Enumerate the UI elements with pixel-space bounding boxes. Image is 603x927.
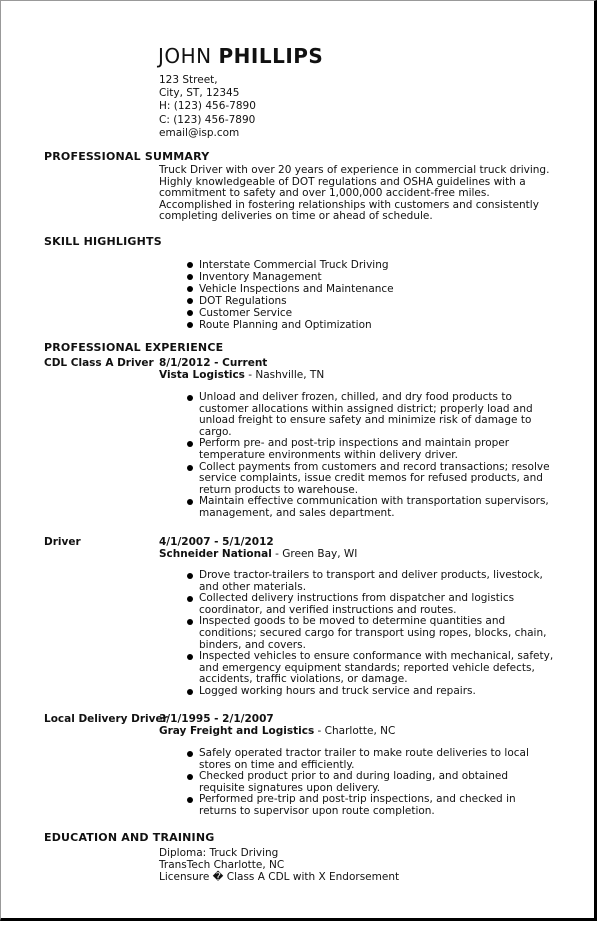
- address-line2: City, ST, 12345: [159, 87, 240, 100]
- summary-heading: PROFESSIONAL SUMMARY: [44, 150, 210, 163]
- contact-block: [159, 74, 256, 140]
- skills-list: [186, 259, 394, 331]
- candidate-name: [158, 44, 323, 68]
- duty-item: Safely operated tractor trailer to make route deliveries to local stores on time and efficiently.: [186, 748, 556, 771]
- duty-item: Maintain effective communication with transportation supervisors, management, and sales department.: [186, 496, 556, 519]
- duty-item: Inspected goods to be moved to determine quantities and conditions; secured cargo for transport using ropes, blocks, chain, binders, and covers.: [186, 616, 556, 651]
- summary-line: commitment to safety and over 1,000,000 accident-free miles.: [159, 187, 490, 200]
- cell-phone: C: (123) 456-7890: [159, 113, 256, 126]
- skill-item: Route Planning and Optimization: [186, 319, 394, 331]
- education-line: Licensure � Class A CDL with X Endorsement: [159, 871, 400, 883]
- summary-line: Accomplished in fostering relationships with customers and consistently: [159, 198, 539, 211]
- education-line: TransTech Charlotte, NC: [159, 859, 285, 871]
- job-title: Driver: [44, 536, 81, 548]
- skill-item: Inventory Management: [186, 271, 394, 283]
- education-line: Diploma: Truck Driving: [159, 847, 279, 859]
- employer-location: - Charlotte, NC: [314, 725, 396, 737]
- summary-line: Highly knowledgeable of DOT regulations and OSHA guidelines with a: [159, 175, 526, 188]
- job-dates: 8/1/2012 - Current: [159, 357, 268, 369]
- job-dates: 4/1/2007 - 5/1/2012: [159, 536, 274, 548]
- duty-item: Inspected vehicles to ensure conformance with mechanical, safety, and emergency equipment standards; reported vehicle defects, accidents, traffic violations, or damage.: [186, 651, 556, 686]
- summary-line: Truck Driver with over 20 years of experience in commercial truck driving.: [159, 164, 550, 176]
- summary-text: [159, 165, 559, 223]
- duty-item: Checked product prior to and during loading, and obtained requisite signatures upon delivery.: [186, 771, 556, 794]
- home-phone: H: (123) 456-7890: [159, 100, 256, 113]
- employer-location: - Nashville, TN: [244, 369, 325, 381]
- job-employer: [159, 369, 324, 381]
- summary-line: completing deliveries on time or ahead of schedule.: [159, 210, 433, 223]
- job-duties: [186, 570, 556, 698]
- email: email@isp.com: [159, 126, 240, 139]
- job-employer: [159, 725, 395, 737]
- duty-item: Collect payments from customers and record transactions; resolve service complaints, issue credit memos for refused products, and return products to warehouse.: [186, 462, 556, 497]
- skills-heading: SKILL HIGHLIGHTS: [44, 235, 162, 248]
- duty-item: Logged working hours and truck service and repairs.: [186, 686, 556, 698]
- skill-item: Vehicle Inspections and Maintenance: [186, 283, 394, 295]
- education-block: [159, 847, 399, 883]
- employer-location: - Green Bay, WI: [271, 548, 358, 560]
- duty-item: Perform pre- and post-trip inspections and maintain proper temperature environments within delivery driver.: [186, 438, 556, 461]
- skill-item: DOT Regulations: [186, 295, 394, 307]
- duty-item: Drove tractor-trailers to transport and deliver products, livestock, and other materials.: [186, 570, 556, 593]
- employer-name: Vista Logistics: [159, 369, 245, 381]
- skill-item: Customer Service: [186, 307, 394, 319]
- job-dates: 3/1/1995 - 2/1/2007: [159, 713, 274, 725]
- skill-item: Interstate Commercial Truck Driving: [186, 259, 394, 271]
- address-line1: 123 Street,: [159, 74, 218, 86]
- experience-heading: PROFESSIONAL EXPERIENCE: [44, 341, 224, 354]
- job-employer: [159, 548, 357, 560]
- duty-item: Performed pre-trip and post-trip inspections, and checked in returns to supervisor upon route completion.: [186, 794, 556, 817]
- employer-name: Schneider National: [159, 548, 272, 560]
- last-name: PHILLIPS: [218, 44, 324, 68]
- job-duties: [186, 748, 556, 818]
- employer-name: Gray Freight and Logistics: [159, 725, 315, 737]
- job-title: CDL Class A Driver: [44, 357, 154, 369]
- job-duties: [186, 392, 556, 520]
- duty-item: Collected delivery instructions from dispatcher and logistics coordinator, and verified instructions and routes.: [186, 593, 556, 616]
- first-name: JOHN: [158, 44, 212, 68]
- duty-item: Unload and deliver frozen, chilled, and dry food products to customer allocations within assigned district; properly load and unload freight to ensure safety and minimize risk of damage to cargo.: [186, 392, 556, 438]
- job-title: Local Delivery Driver: [44, 713, 168, 725]
- education-heading: EDUCATION AND TRAINING: [44, 831, 215, 844]
